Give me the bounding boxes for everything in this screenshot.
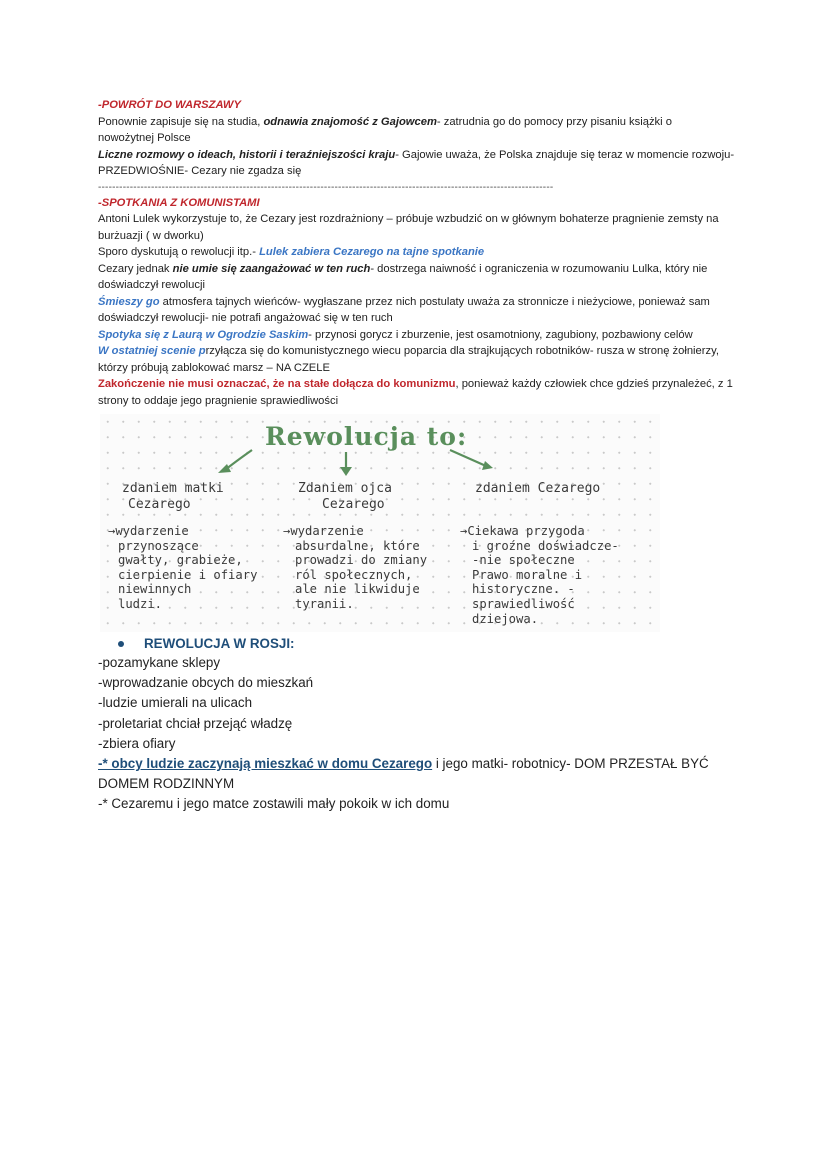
- bullet-heading: [98, 636, 758, 651]
- col1-body: [108, 524, 283, 612]
- text-line: strony to oddaje jego pragnienie sprawiedliwości: [98, 394, 339, 407]
- text-line: doświadczył rewolucji- nie potrafi angażować się w ten ruch: [98, 312, 393, 324]
- text-line: Liczne rozmowy o ideach, historii i teraźniejszości kraju- Gajowie uważa, że Polska znajduje się teraz w momencie rozwoju-: [98, 148, 735, 161]
- col1-line: ludzi.: [118, 596, 163, 611]
- section-heading-russia: REWOLUCJA W ROSJI:: [144, 636, 295, 651]
- arrow-left: [225, 450, 252, 470]
- text-line: Śmieszy go atmosfera tajnych wieńców- wygłaszane przez nich postulaty uważa za stronnicze i nieżyciowe, ponieważ sam: [98, 295, 710, 308]
- col2-body: [283, 524, 463, 612]
- highlight-link: -* obcy ludzie zaczynają mieszkać w domu Cezarego: [98, 756, 433, 772]
- arrow-left-head: [218, 464, 231, 473]
- col2-line: absurdalne, które: [295, 538, 420, 553]
- list-item: -proletariat chciał przejąć władzę: [98, 715, 293, 731]
- col1-title: [122, 481, 282, 513]
- col2-title-line: Zdaniem ojca: [298, 481, 392, 496]
- section-heading-communists: -SPOTKANIA Z KOMUNISTAMI: [98, 196, 260, 209]
- russia-section: [98, 636, 758, 815]
- section-heading-return: -POWRÓT DO WARSZAWY: [98, 99, 241, 111]
- note-title: Rewolucja to:: [265, 422, 468, 451]
- col1-line: niewinnych: [118, 582, 192, 597]
- divider: ---------------------------------------------------------------------------------------------------------------------------------: [98, 181, 554, 193]
- col1-title-line: Cezarego: [128, 497, 191, 512]
- text-line: doświadczył rewolucji: [98, 279, 205, 291]
- col2-line: ale nie likwiduje: [295, 582, 420, 597]
- list-item: -pozamykane sklepy: [98, 655, 221, 670]
- list-item: -zbiera ofiary: [98, 735, 176, 751]
- col2-line: ról społecznych,: [295, 567, 413, 582]
- list-item: DOMEM RODZINNYM: [98, 776, 235, 792]
- arrow-right: [450, 450, 486, 466]
- col2-line: prowadzi do zmiany: [295, 553, 428, 568]
- col3-line: →Ciekawa przygoda: [460, 524, 585, 538]
- col3-title-line: zdaniem Cezarego: [475, 481, 601, 496]
- list-item: -* Cezaremu i jego matce zostawili mały pokoik w ich domu: [98, 796, 450, 812]
- bullet-dot-icon: [118, 641, 124, 647]
- text-line: Antoni Lulek wykorzystuje to, że Cezary jest rozdrażniony – próbuje wzbudzić on w głównym bohaterze pragnienie zemsty na: [98, 213, 719, 225]
- col3-body: [460, 524, 655, 626]
- list-item: -ludzie umierali na ulicach: [98, 695, 253, 711]
- text-line: Cezary jednak nie umie się zaangażować w ten ruch- dostrzega naiwność i ograniczenia w rozumowaniu Lulka, który nie: [98, 262, 708, 275]
- arrow-right-head: [482, 461, 493, 470]
- col3-title: [475, 481, 655, 497]
- text-line: Spotyka się z Laurą w Ogrodzie Saskim- przynosi gorycz i zburzenie, jest osamotniony, zagubiony, pozbawiony celów: [98, 328, 693, 341]
- col3-line: i groźne doświadcze-: [472, 538, 619, 553]
- col1-line: →wydarzenie: [108, 524, 189, 538]
- text-line: którzy próbują zablokować marsz – NA CZELE: [98, 361, 330, 374]
- text-line: Sporo dyskutują o rewolucji itp.- Lulek zabiera Cezarego na tajne spotkanie: [98, 246, 485, 258]
- notes-page: [98, 97, 738, 409]
- col3-line: historyczne. -: [472, 582, 575, 597]
- col1-line: przynoszące: [118, 538, 199, 553]
- handwritten-note: [100, 414, 660, 632]
- list-item: -* obcy ludzie zaczynają mieszkać w domu Cezarego i jego matki- robotnicy- DOM PRZESTAŁ BYĆ: [98, 756, 709, 772]
- col3-line: sprawiedliwość: [472, 596, 575, 611]
- arrow-middle-head: [340, 467, 352, 476]
- col2-title-line: Cezarego: [322, 497, 385, 512]
- text-line: Ponownie zapisuje się na studia, odnawia znajomość z Gajowcem- zatrudnia go do pomocy przy pisaniu książki o: [98, 115, 672, 128]
- col2-line: →wydarzenie: [283, 524, 364, 538]
- text-line: burżuazji ( w dworku): [98, 229, 204, 242]
- col3-line: -nie społeczne: [472, 553, 575, 568]
- col1-line: cierpienie i ofiary: [118, 567, 258, 582]
- col3-line: dziejowa.: [472, 611, 539, 626]
- col1-line: gwałty, grabieże,: [118, 553, 243, 568]
- col2-title: [298, 481, 468, 513]
- text-line: PRZEDWIOŚNIE- Cezary nie zgadza się: [98, 165, 302, 177]
- text-line: nowożytnej Polsce: [98, 132, 191, 144]
- col1-title-line: zdaniem matki: [122, 481, 224, 496]
- text-line: W ostatniej scenie przyłącza się do komunistycznego wiecu poparcia dla strajkujących robotników- rusza w stronę żołnierzy,: [98, 345, 719, 357]
- text-line: Zakończenie nie musi oznaczać, że na stałe dołącza do komunizmu, ponieważ każdy człowiek chce gdzieś przynależeć, z 1: [98, 378, 733, 390]
- list-item: -wprowadzanie obcych do mieszkań: [98, 675, 314, 691]
- col3-line: Prawo moralne i: [472, 567, 583, 582]
- col2-line: tyranii.: [295, 596, 354, 611]
